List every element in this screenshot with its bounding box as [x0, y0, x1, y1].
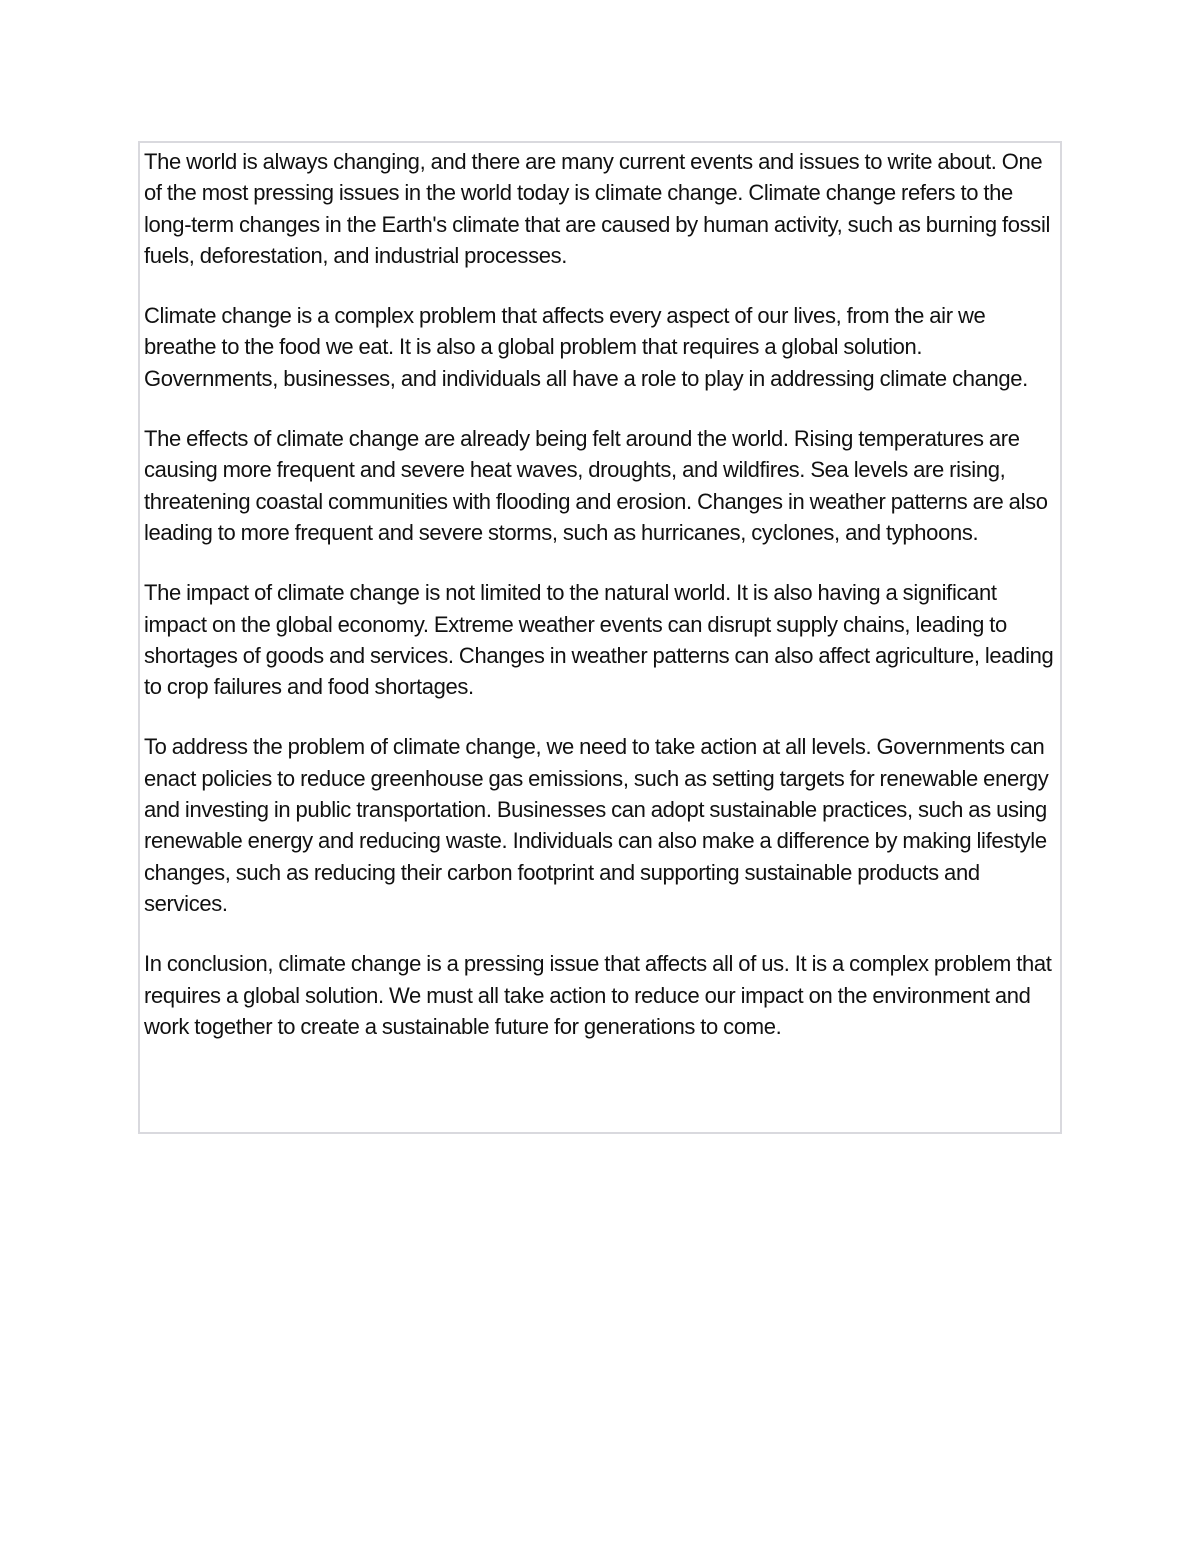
paragraph-4: The impact of climate change is not limited to the natural world. It is also having a significant impact on the global economy. Extreme weather events can disrupt supply chains, leading to shortages of goods and services. Changes in weather patterns can also affect agriculture, leading to crop failures and food shortages. — [144, 580, 1054, 700]
paragraph-3: The effects of climate change are already being felt around the world. Rising temperatures are causing more frequent and severe heat waves, droughts, and wildfires. Sea levels are rising, threatening coastal communities with flooding and erosion. Changes in weather patterns are also leading to more frequent and severe storms, such as hurricanes, cyclones, and typhoons. — [144, 426, 1048, 545]
paragraph-5: To address the problem of climate change, we need to take action at all levels. Governments can enact policies to reduce greenhouse gas emissions, such as setting targets for renewable energy and investing in public transportation. Businesses can adopt sustainable practices, such as using renewable energy and reducing waste. Individuals can also make a difference by making lifestyle changes, such as reducing their carbon footprint and supporting sustainable products and services. — [144, 734, 1049, 916]
paragraph-6: In conclusion, climate change is a pressing issue that affects all of us. It is a complex problem that requires a global solution. We must all take action to reduce our impact on the environment and work together to create a sustainable future for generations to come. — [144, 951, 1052, 1039]
paragraph-2: Climate change is a complex problem that affects every aspect of our lives, from the air we breathe to the food we eat. It is also a global problem that requires a global solution. Governments, businesses, and individuals all have a role to play in addressing climate change. — [144, 303, 1028, 391]
paragraph-1: The world is always changing, and there are many current events and issues to write about. One of the most pressing issues in the world today is climate change. Climate change refers to the long-term changes in the Earth's climate that are caused by human activity, such as burning fossil fuels, deforestation, and industrial processes. — [144, 149, 1051, 268]
essay-text-box — [138, 141, 1062, 1134]
